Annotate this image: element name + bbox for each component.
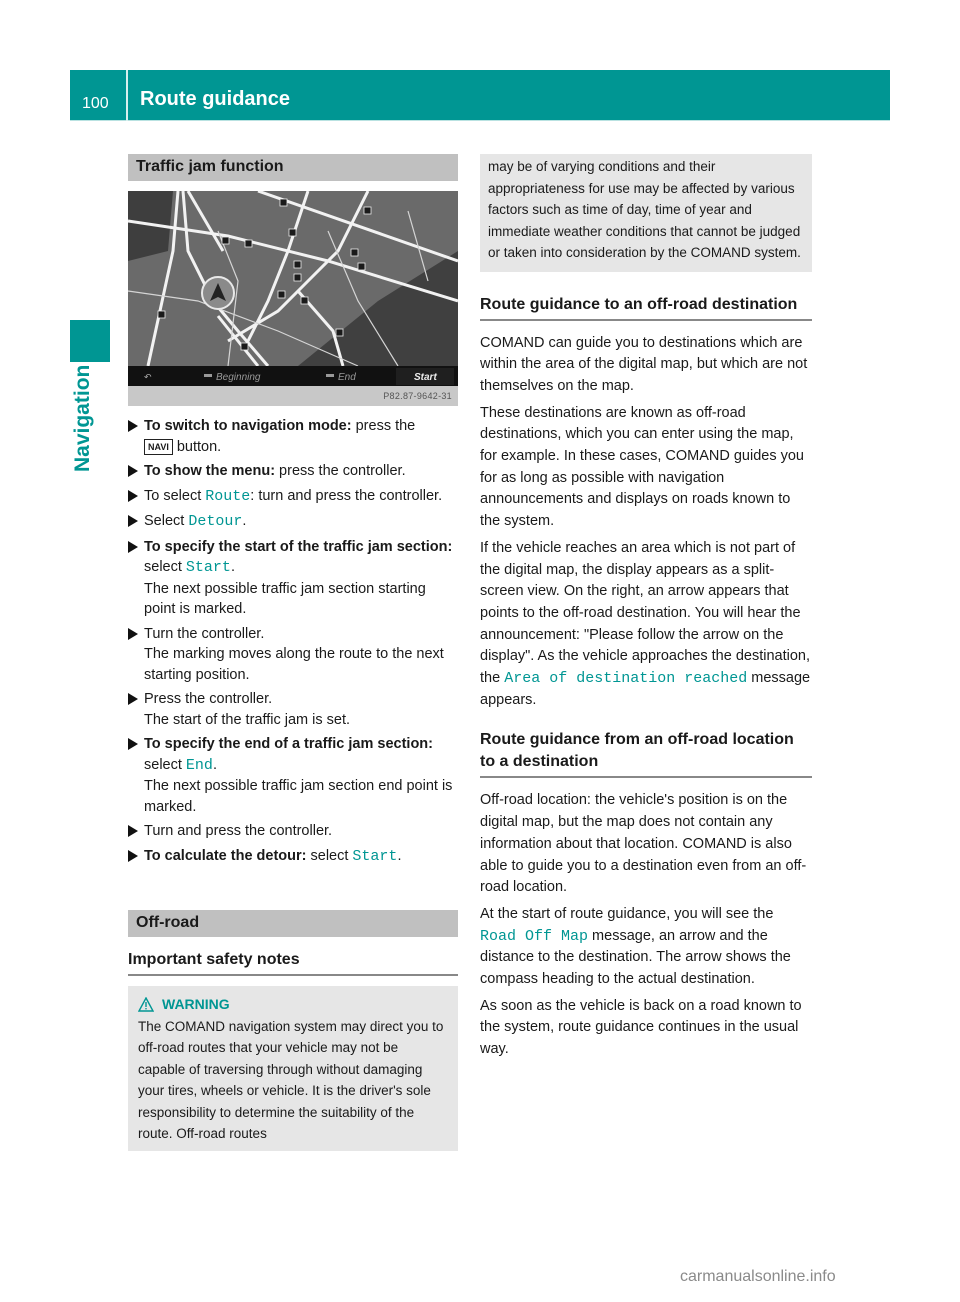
step-bullet-icon — [128, 465, 138, 477]
menu-item-start: Start — [185, 559, 231, 576]
step-result: The next possible traffic jam section end point is marked. — [144, 778, 453, 815]
message-road-off-map: Road Off Map — [480, 927, 589, 945]
subhead-from-offroad-location: Route guidance from an off-road location to a destination — [480, 729, 812, 778]
instruction-steps — [128, 416, 458, 867]
menu-item-route: Route — [205, 487, 251, 505]
side-tab-label: Navigation — [71, 364, 94, 472]
warning-box — [128, 986, 458, 1151]
section-title-traffic-jam: Traffic jam function — [128, 154, 458, 181]
menu-item-detour: Detour — [188, 513, 243, 530]
step-bullet-icon — [128, 515, 138, 527]
step-bullet-icon — [128, 490, 138, 502]
warning-header: WARNING — [138, 994, 448, 1016]
page-number: 100 — [82, 95, 109, 112]
chapter-title: Route guidance — [140, 88, 291, 110]
header-divider — [126, 70, 128, 121]
back-arrow-icon: ↶ — [144, 372, 152, 382]
menu-item-end: End — [185, 756, 213, 774]
menu-item-start: Start — [352, 847, 398, 865]
step-bullet-icon — [128, 420, 138, 432]
section-title-off-road: Off-road — [128, 910, 458, 937]
left-column — [128, 154, 458, 1151]
right-column — [480, 154, 812, 1066]
step-turn-controller: Turn the controller. The marking moves along the route to the next starting position. — [128, 624, 458, 686]
navi-key-icon: NAVI — [144, 439, 173, 455]
step-select-route: To select Route: turn and press the controller. — [128, 486, 458, 508]
step-bullet-icon — [128, 628, 138, 640]
warning-text: The COMAND navigation system may direct you to off-road routes that your vehicle may not be capable of traversing through without damaging your tires, wheels or vehicle. It is the driver's sole responsibility to determine the suitability of the route. Off-road routes — [138, 1018, 444, 1141]
step-result: The start of the traffic jam is set. — [144, 711, 351, 728]
step-result: The marking moves along the route to the next starting position. — [144, 646, 444, 683]
map-screenshot-icon — [128, 191, 458, 397]
step-turn-press: Turn and press the controller. — [128, 821, 458, 842]
offroad-location-body: Off-road location: the vehicle's position is on the digital map, but the map does not contain any information about that location. COMAND is also able to guide you to a destination even from an off-road location. At the start of route guidance, you will see the Road Off Map message, an arrow and the distance to the destination. The arrow shows the compass heading to the actual destination. As soon as the vehicle is back on a road known to the system, route guidance continues in the usual way. — [480, 792, 807, 1058]
step-specify-end: To specify the end of a traffic jam section: select End. The next possible traffic jam section end point is marked. — [128, 734, 458, 817]
step-bullet-icon — [128, 850, 138, 862]
step-bullet-icon — [128, 825, 138, 837]
step-press-controller: Press the controller. The start of the traffic jam is set. — [128, 689, 458, 730]
step-specify-start: To specify the start of the traffic jam section: select Start. The next possible traffic jam section starting point is marked. — [128, 537, 458, 620]
watermark: carmanualsonline.info — [680, 1268, 836, 1285]
warning-triangle-icon — [138, 997, 154, 1012]
warning-box-continued — [480, 154, 812, 272]
step-result: The next possible traffic jam section starting point is marked. — [144, 580, 426, 617]
svg-text:End: End — [338, 372, 356, 383]
step-bullet-icon — [128, 693, 138, 705]
svg-text:Beginning: Beginning — [216, 372, 261, 383]
message-area-of-destination-reached: Area of destination reached — [504, 670, 748, 688]
step-calculate-detour: To calculate the detour: select Start. — [128, 846, 458, 868]
svg-text:Start: Start — [414, 372, 437, 383]
side-tab-marker — [70, 320, 110, 362]
step-switch-navi: To switch to navigation mode: press the NAVI button. — [128, 416, 458, 457]
step-bullet-icon — [128, 738, 138, 750]
figure-caption: P82.87-9642-31 — [128, 386, 458, 406]
step-bullet-icon — [128, 541, 138, 553]
offroad-destination-body: COMAND can guide you to destinations which are within the area of the digital map, but which are not themselves on the map. These destinations are known as off-road destinations, which you can enter using the map, for example. In these cases, COMAND guides you for as long as possible with navigation announcements and displays on roads known to the system. If the vehicle reaches an area which is not part of the digital map, the display appears as a split-screen view. On the right, an arrow appears that points to the off-road destination. You will hear the announcement: "Please follow the arrow on the display". As the vehicle approaches the destination, the Area of destination reached message appears. — [480, 334, 811, 708]
step-show-menu: To show the menu: press the controller. — [128, 461, 458, 482]
subhead-safety-notes: Important safety notes — [128, 949, 458, 976]
navigation-map-figure — [128, 191, 458, 397]
step-select-detour: Select Detour. — [128, 511, 458, 533]
subhead-offroad-destination: Route guidance to an off-road destination — [480, 294, 812, 321]
warning-text-continued: may be of varying conditions and their appropriateness for use may be affected by various factors such as time of day, time of year and immediate weather conditions that cannot be judged or taken into consideration by the COMAND system. — [488, 159, 801, 260]
